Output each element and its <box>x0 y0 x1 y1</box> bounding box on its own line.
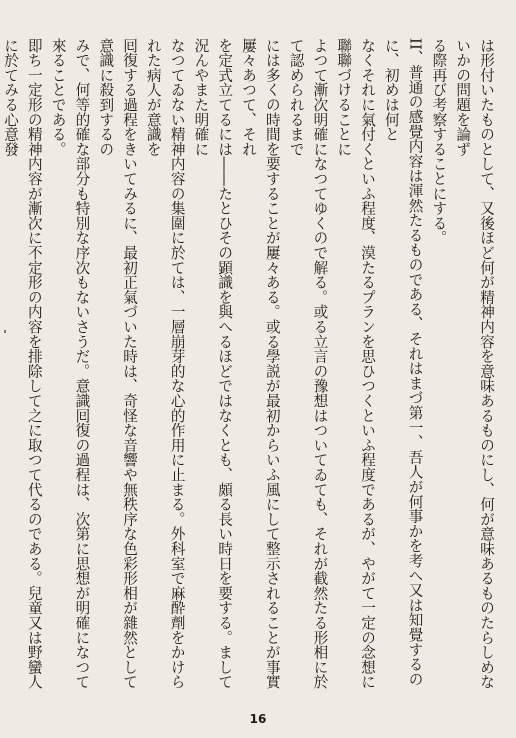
text-line: には多くの時間を要することが屢々ある。或る學説が最初からいふ風にして整示されることが事實屢々あつて、それ <box>240 38 281 690</box>
text-line: みで、何等的確な部分も特別な序次もないさうだ。意識囘復の過程は、次第に思想が明確になつて來ることである。 <box>49 38 91 690</box>
text-line: 囘復する過程をきいてみるに、最初正氣づいた時は、奇怪な音響や無秩序な色彩形相が雜然として意識に殺到するの <box>97 38 139 690</box>
text-line: II、普通の感覺内容は渾然たるものである、それはまづ第一、吾人が何事かを考へ又は知覺するのに、初めは何と <box>382 38 424 687</box>
text-line: は形付いたものとして、又後ほど何が精神内容を意味あるものにし、何が意味あるものたらしめないかの問題を論ず <box>454 38 495 690</box>
page-number: 16 <box>249 712 267 726</box>
text-line: なつてゐない精神内容の集圍に於ては、一層崩芽的な心的作用に止まる。外科室で麻酔劑をかけられた病人が意識を <box>144 38 186 690</box>
text-line: よつて漸次明確になつてゆくので解る。或る立言の豫想はついてゐても、それが截然たる形相に於て認められるまで <box>287 38 329 690</box>
text-line: る際再び考察することにする。 <box>430 38 448 246</box>
text-line: を定式立てるには――たとひその顕識を與へるほどではなくとも、頗る長い時日を要する。まして況んやまた明確に <box>192 38 234 690</box>
body-text <box>2 38 498 698</box>
text-line: なくそれに氣付くといふ程度、漠たるプランを思ひつくといふ程度であるが、やがて一定の念想に聯聯づけることに <box>335 38 377 690</box>
text-line: 即ち一定形の精神内容が漸次に不定形の内容を排除して之に取つて代るのである。兒童又は野蠻人に於てみる心意發 <box>2 38 43 690</box>
